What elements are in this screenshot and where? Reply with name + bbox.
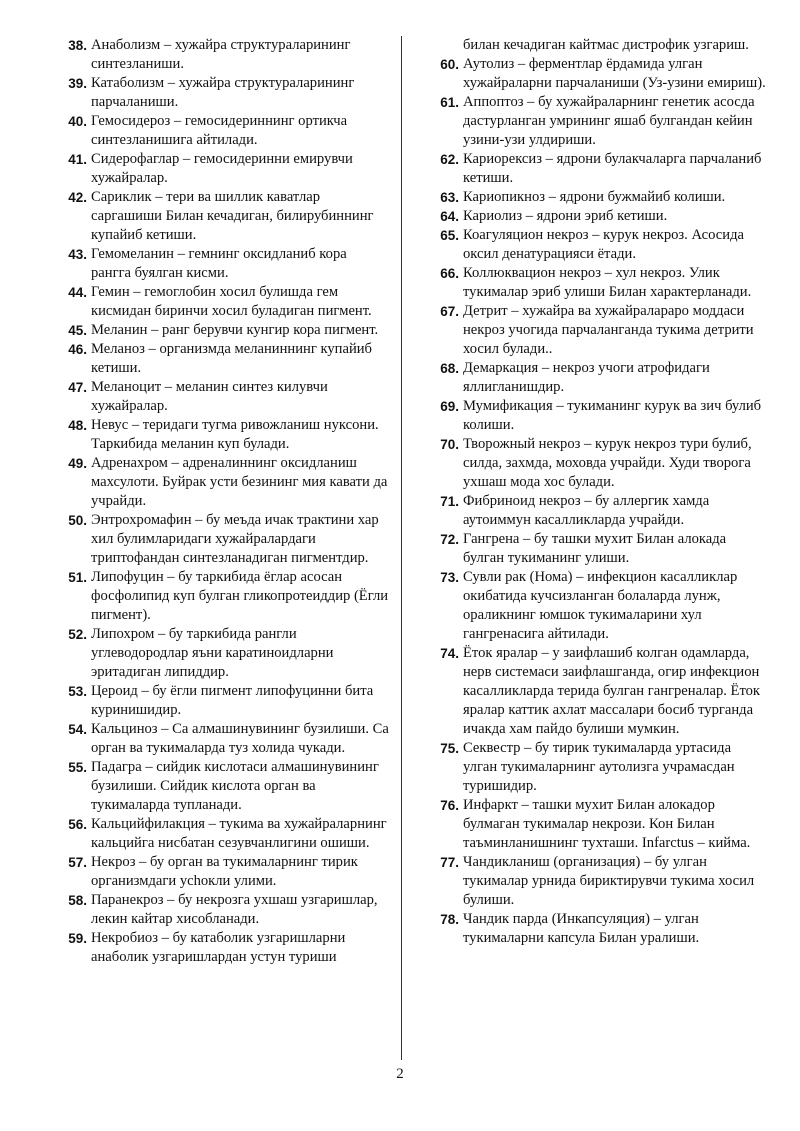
list-item bbox=[60, 150, 390, 188]
item-text: Меланин – ранг берувчи кунгир кора пигмент. bbox=[91, 322, 379, 338]
item-number: 66. bbox=[440, 266, 459, 281]
item-text: Паранекроз – бу некрозга ухшаш узгаришлар, лекин кайтар хисобланади. bbox=[91, 892, 378, 927]
item-text: Некроз – бу орган ва тукималарнинг тирик организмдаги уchoкли улими. bbox=[91, 854, 358, 889]
list-item bbox=[60, 891, 390, 929]
list-item bbox=[432, 853, 768, 910]
item-text: Цероид – бу ёгли пигмент липофуцинни бита куринишидир. bbox=[91, 683, 374, 718]
item-text: Сувли рак (Нома) – инфекцион касалликлар окибатида кучсизланган болаларда лунж, ораликнинг юмшок тукималарини хул гангренасига айтилади. bbox=[463, 569, 738, 642]
list-item bbox=[432, 530, 768, 568]
list-item bbox=[60, 511, 390, 568]
list-item bbox=[432, 568, 768, 644]
item-text: Секвестр – бу тирик тукималарда уртасида улган тукималарнинг аутолизга учрамасдан туришидир. bbox=[463, 740, 735, 794]
item-text: Катаболизм – хужайра структураларининг парчаланиши. bbox=[91, 75, 355, 110]
continuation-text bbox=[432, 36, 768, 55]
list-item bbox=[432, 150, 768, 188]
item-text: Творожный некроз – курук некроз тури булиб, силда, захмда, моховда учрайди. Худи творога ухшаш мода хос булади. bbox=[463, 436, 752, 490]
item-number: 55. bbox=[68, 760, 87, 775]
item-number: 47. bbox=[68, 380, 87, 395]
item-text: Липофуцин – бу таркибида ёглар асосан фосфолипид куп булган гликопротеиддир (Ёгли пигмент). bbox=[91, 569, 389, 623]
item-number: 41. bbox=[68, 152, 87, 167]
list-item bbox=[432, 55, 768, 93]
item-text: билан кечадиган кайтмас дистрофик узгариш. bbox=[463, 37, 749, 53]
list-item bbox=[60, 74, 390, 112]
list-item bbox=[60, 568, 390, 625]
item-text: Сариклик – тери ва шиллик каватлар саргашиши Билан кечадиган, билирубиннинг купайиб кетиши. bbox=[91, 189, 374, 243]
item-text: Демаркация – некроз учоги атрофидаги яллигланишдир. bbox=[463, 360, 710, 395]
item-text: Анаболизм – хужайра структураларининг синтезланиши. bbox=[91, 37, 351, 72]
item-number: 39. bbox=[68, 76, 87, 91]
item-number: 42. bbox=[68, 190, 87, 205]
item-number: 67. bbox=[440, 304, 459, 319]
list-item bbox=[60, 815, 390, 853]
list-item bbox=[432, 359, 768, 397]
list-item bbox=[432, 397, 768, 435]
item-text: Ёток яралар – у заифлашиб колган одамларда, нерв системаси заифлашганда, огир инфекцион касалликларда терида булган гангреналар. Ёток яралар каттик ахлат массалари босиб турганда ичакда хам пайдо булиши мумкин. bbox=[463, 645, 761, 737]
item-number: 72. bbox=[440, 532, 459, 547]
item-number: 45. bbox=[68, 323, 87, 338]
list-item bbox=[60, 758, 390, 815]
item-text: Фибриноид некроз – бу аллергик хамда аутоиммун касалликларда учрайди. bbox=[463, 493, 710, 528]
list-item bbox=[432, 492, 768, 530]
item-number: 62. bbox=[440, 152, 459, 167]
list-item bbox=[432, 739, 768, 796]
list-item bbox=[432, 910, 768, 948]
item-number: 63. bbox=[440, 190, 459, 205]
list-item bbox=[60, 682, 390, 720]
item-number: 76. bbox=[440, 798, 459, 813]
item-number: 40. bbox=[68, 114, 87, 129]
item-text: Аутолиз – ферментлар ёрдамида улган хужайраларни парчаланиши (Уз-узини емириш). bbox=[463, 56, 766, 91]
list-item bbox=[60, 853, 390, 891]
left-column bbox=[60, 36, 390, 967]
list-item bbox=[432, 264, 768, 302]
item-text: Аппоптоз – бу хужайраларнинг генетик асосда дастурланган умрининг яшаб булгандан кейин узини-узи улдириши. bbox=[463, 94, 755, 148]
list-item bbox=[60, 283, 390, 321]
list-item bbox=[60, 321, 390, 340]
list-item bbox=[432, 302, 768, 359]
right-column bbox=[432, 36, 768, 948]
list-item bbox=[432, 188, 768, 207]
item-number: 68. bbox=[440, 361, 459, 376]
item-text: Адренахром – адреналиннинг оксидланиш махсулоти. Буйрак усти безининг мия кавати да учрайди. bbox=[91, 455, 388, 509]
item-text: Падагра – сийдик кислотаси алмашинувининг бузилиши. Сийдик кислота орган ва тукималарда тупланади. bbox=[91, 759, 379, 813]
item-number: 52. bbox=[68, 627, 87, 642]
item-text: Гемосидероз – гемосидериннинг ортикча синтезланишига айтилади. bbox=[91, 113, 348, 148]
item-text: Коллюквацион некроз – хул некроз. Улик тукималар эриб улиши Билан характерланади. bbox=[463, 265, 752, 300]
item-text: Меланоцит – меланин синтез килувчи хужайралар. bbox=[91, 379, 328, 414]
list-item bbox=[60, 929, 390, 967]
list-item bbox=[432, 435, 768, 492]
item-text: Некробиоз – бу катаболик узгаришларни анаболик узгаришлардан устун туриши bbox=[91, 930, 346, 965]
item-number: 43. bbox=[68, 247, 87, 262]
item-number: 60. bbox=[440, 57, 459, 72]
list-item bbox=[60, 340, 390, 378]
item-text: Инфаркт – ташки мухит Билан алокадор булмаган тукималар некрози. Кон Билан таъминланишнинг тухташи. Infarctus – кийма. bbox=[463, 797, 751, 851]
item-text: Меланоз – организмда меланиннинг купайиб кетиши. bbox=[91, 341, 372, 376]
item-text: Чандикланиш (организация) – бу улган тукималар урнида бириктирувчи тукима хосил булиши. bbox=[463, 854, 755, 908]
item-number: 54. bbox=[68, 722, 87, 737]
item-number: 73. bbox=[440, 570, 459, 585]
list-item bbox=[432, 207, 768, 226]
list-item bbox=[60, 720, 390, 758]
item-text: Кальциноз – Са алмашинувининг бузилиши. Са орган ва тукималарда туз холида чукади. bbox=[91, 721, 389, 756]
list-item bbox=[432, 796, 768, 853]
item-number: 53. bbox=[68, 684, 87, 699]
item-number: 48. bbox=[68, 418, 87, 433]
list-item bbox=[432, 644, 768, 739]
item-number: 56. bbox=[68, 817, 87, 832]
item-number: 59. bbox=[68, 931, 87, 946]
item-number: 46. bbox=[68, 342, 87, 357]
item-text: Гемомеланин – гемнинг оксидланиб кора рангга буялган кисми. bbox=[91, 246, 347, 281]
list-item bbox=[60, 416, 390, 454]
list-item bbox=[60, 36, 390, 74]
item-number: 75. bbox=[440, 741, 459, 756]
item-number: 64. bbox=[440, 209, 459, 224]
list-item bbox=[432, 226, 768, 264]
item-number: 51. bbox=[68, 570, 87, 585]
item-number: 65. bbox=[440, 228, 459, 243]
item-number: 57. bbox=[68, 855, 87, 870]
item-number: 78. bbox=[440, 912, 459, 927]
item-number: 77. bbox=[440, 855, 459, 870]
item-number: 70. bbox=[440, 437, 459, 452]
item-number: 69. bbox=[440, 399, 459, 414]
item-text: Гангрена – бу ташки мухит Билан алокада булган тукиманинг улиши. bbox=[463, 531, 727, 566]
item-text: Коагуляцион некроз – курук некроз. Асосида оксил денатурацияси ётади. bbox=[463, 227, 744, 262]
item-text: Мумификация – тукиманинг курук ва зич булиб колиши. bbox=[463, 398, 762, 433]
list-item bbox=[60, 245, 390, 283]
list-item bbox=[60, 454, 390, 511]
item-number: 50. bbox=[68, 513, 87, 528]
item-number: 61. bbox=[440, 95, 459, 110]
item-number: 49. bbox=[68, 456, 87, 471]
list-item bbox=[60, 112, 390, 150]
item-text: Кариопикноз – ядрони бужмайиб колиши. bbox=[463, 189, 726, 205]
item-number: 44. bbox=[68, 285, 87, 300]
item-text: Липохром – бу таркибида рангли углеводородлар яъни каратиноидларни эритадиган липиддир. bbox=[91, 626, 334, 680]
item-number: 58. bbox=[68, 893, 87, 908]
list-item bbox=[60, 188, 390, 245]
item-text: Кариорексиз – ядрони булакчаларга парчаланиб кетиши. bbox=[463, 151, 762, 186]
item-number: 74. bbox=[440, 646, 459, 661]
item-text: Невус – теридаги тугма ривожланиш нуксони. Таркибида меланин куп булади. bbox=[91, 417, 379, 452]
item-text: Сидерофаглар – гемосидеринни емирувчи хужайралар. bbox=[91, 151, 353, 186]
item-text: Детрит – хужайра ва хужайралараро моддаси некроз учогида парчаланганда тукима детрити хосил булади.. bbox=[463, 303, 754, 357]
list-item bbox=[60, 378, 390, 416]
item-text: Кариолиз – ядрони эриб кетиши. bbox=[463, 208, 668, 224]
item-text: Энтрохромафин – бу меъда ичак трактини хар хил булимларидаги хужайралардаги триптофандан синтезланадиган пигментдир. bbox=[91, 512, 379, 566]
item-number: 38. bbox=[68, 38, 87, 53]
item-number: 71. bbox=[440, 494, 459, 509]
list-item bbox=[60, 625, 390, 682]
item-text: Кальцийфилакция – тукима ва хужайраларнинг кальцийга нисбатан сезувчанлигини ошиши. bbox=[91, 816, 387, 851]
page-number: 2 bbox=[396, 1066, 404, 1082]
item-text: Чандик парда (Инкапсуляция) – улган тукималарни капсула Билан уралиши. bbox=[463, 911, 700, 946]
list-item bbox=[432, 93, 768, 150]
column-divider bbox=[401, 36, 402, 1060]
item-text: Гемин – гемоглобин хосил булишда гем кисмидан биринчи хосил буладиган пигмент. bbox=[91, 284, 372, 319]
